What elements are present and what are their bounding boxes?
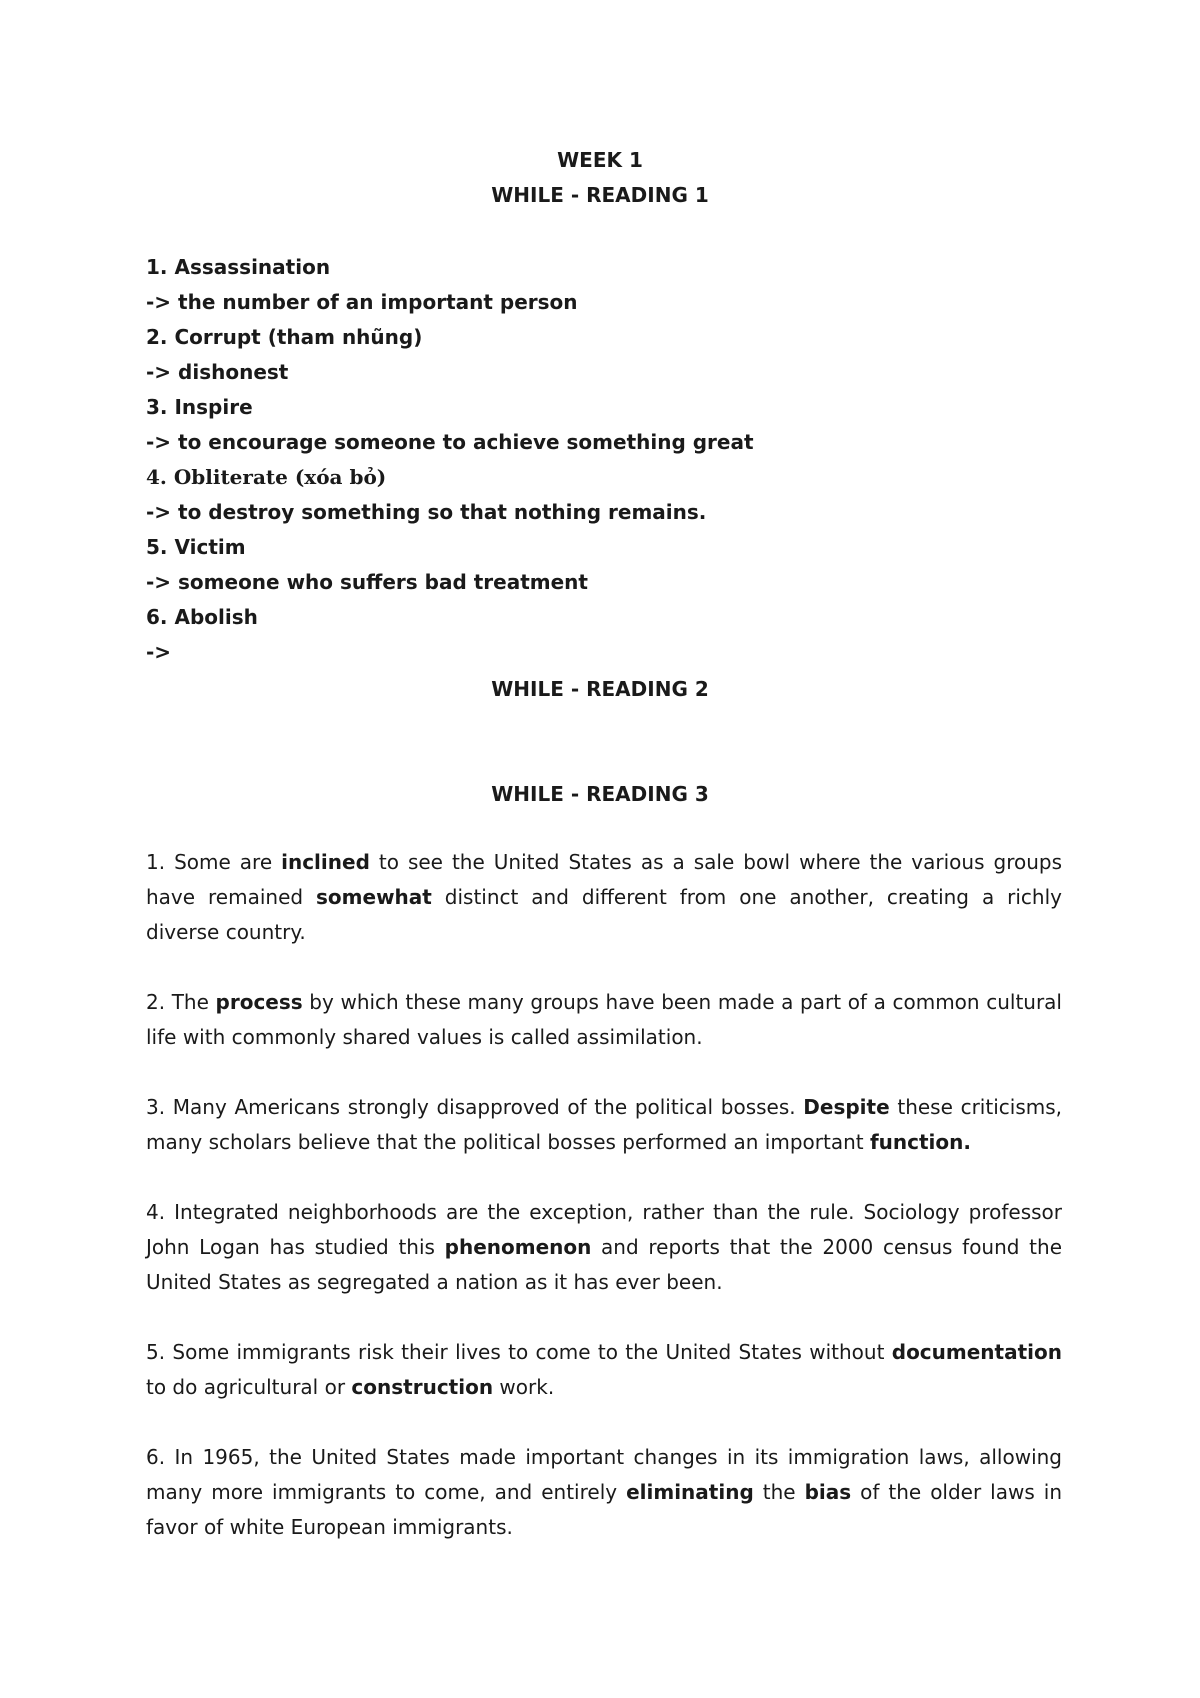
sentence-3: 3. Many Americans strongly disapproved of the political bosses. Despite these criticisms, many scholars believe that the political bosses performed an important function.: [146, 1095, 1062, 1154]
keyword: documentation: [891, 1340, 1062, 1364]
sentence-1: 1. Some are inclined to see the United States as a sale bowl where the various groups have remained somewhat distinct and different from one another, creating a richly diverse country.: [146, 850, 1062, 944]
keyword: inclined: [281, 850, 370, 874]
vocab-term: 1. Assassination: [146, 255, 331, 279]
keyword: bias: [804, 1480, 852, 1504]
vocab-definition: ->: [146, 640, 172, 664]
vocab-term: 2. Corrupt (tham nhũng): [146, 325, 423, 349]
vocab-term: 5. Victim: [146, 535, 246, 559]
keyword: phenomenon: [444, 1235, 592, 1259]
section-heading-reading-1: WHILE - READING 1: [491, 183, 709, 207]
keyword: somewhat: [316, 885, 432, 909]
vocabulary-list: [146, 250, 1066, 670]
keyword: Despite: [803, 1095, 890, 1119]
vocab-definition: -> dishonest: [146, 360, 289, 384]
vocab-term: 6. Abolish: [146, 605, 258, 629]
sentence-2: 2. The process by which these many groups have been made a part of a common cultural life with commonly shared values is called assimilation.: [146, 990, 1062, 1049]
vocab-definition: -> to encourage someone to achieve something great: [146, 430, 754, 454]
vocab-definition: -> the number of an important person: [146, 290, 578, 314]
sentence-4: 4. Integrated neighborhoods are the exception, rather than the rule. Sociology professor John Logan has studied this phenomenon and reports that the 2000 census found the United States as segregated a nation as it has ever been.: [146, 1200, 1062, 1294]
keyword: construction: [351, 1375, 494, 1399]
keyword: eliminating: [626, 1480, 754, 1504]
section-heading-reading-2: WHILE - READING 2: [491, 677, 709, 701]
vocab-definition: -> someone who suffers bad treatment: [146, 570, 588, 594]
keyword: function.: [869, 1130, 971, 1154]
vocab-term: 3. Inspire: [146, 395, 253, 419]
keyword: process: [215, 990, 303, 1014]
sentence-5: 5. Some immigrants risk their lives to come to the United States without documentation to do agricultural or construction work.: [146, 1340, 1062, 1399]
vocab-definition: -> to destroy something so that nothing remains.: [146, 500, 707, 524]
sentence-6: 6. In 1965, the United States made important changes in its immigration laws, allowing many more immigrants to come, and entirely eliminating the bias of the older laws in favor of white European immigrants.: [146, 1445, 1062, 1539]
section-heading-reading-3: WHILE - READING 3: [491, 782, 709, 806]
vocab-term: 4. Obliterate (xóa bỏ): [146, 465, 387, 489]
week-title: WEEK 1: [557, 148, 643, 172]
